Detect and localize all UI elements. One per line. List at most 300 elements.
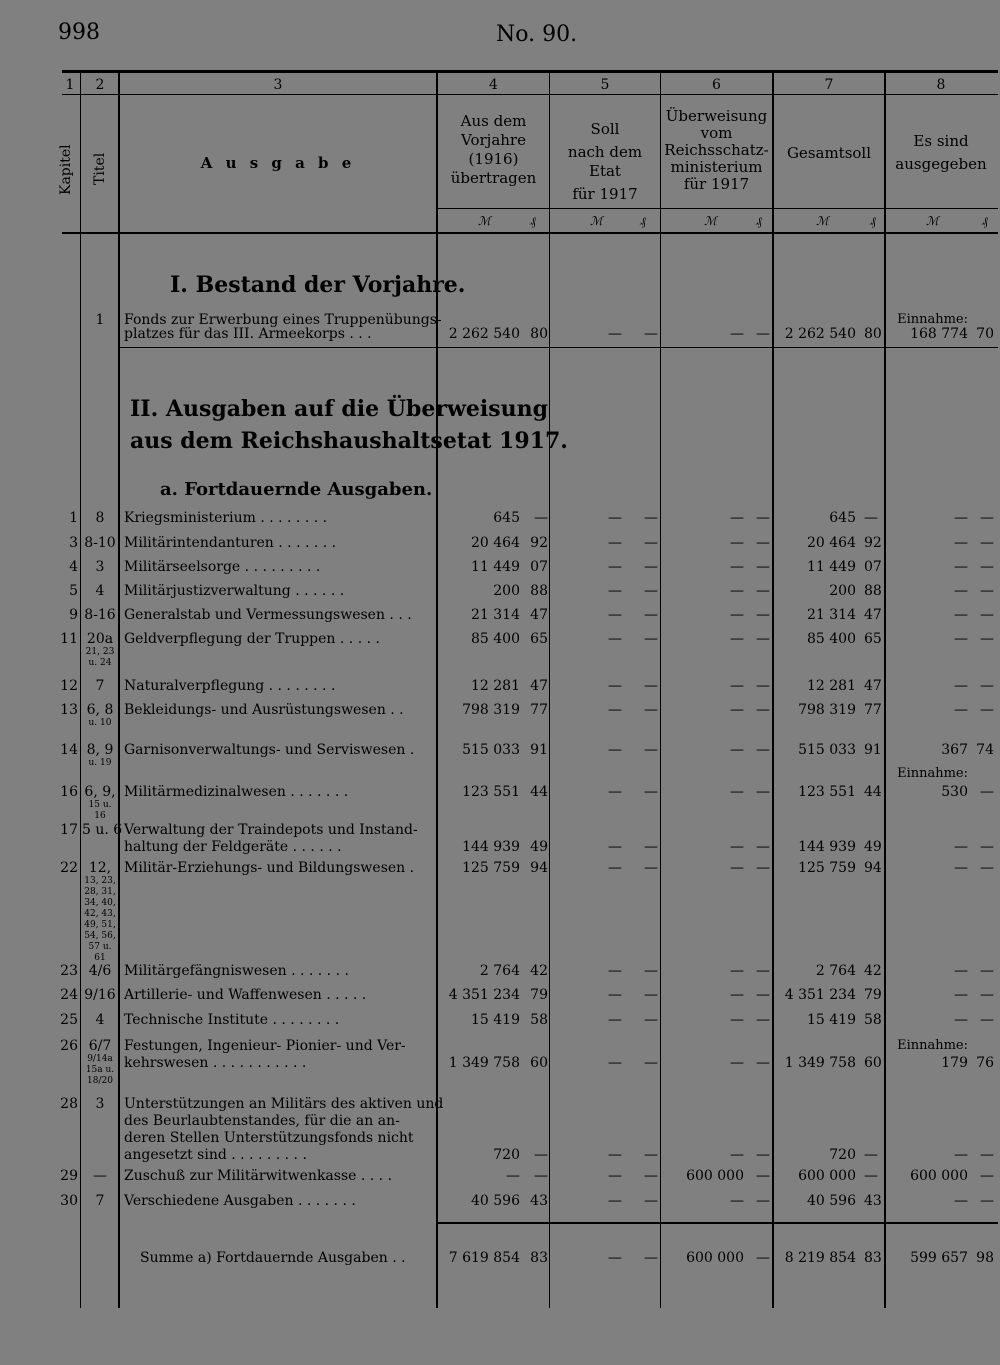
- kapitel-cell: 14: [60, 742, 78, 758]
- pfennig-cell: 47: [864, 678, 882, 694]
- amount-cell: 15 419: [471, 1012, 520, 1028]
- pfennig-cell: —: [756, 1193, 770, 1209]
- header-col6: Überweisung vom Reichsschatz- ministerium für 1917: [664, 107, 769, 193]
- amount-cell: 11 449: [807, 559, 856, 575]
- pfennig-cell: 94: [530, 860, 548, 876]
- amount-cell: —: [608, 631, 622, 647]
- titel-cell: 4: [95, 1012, 105, 1028]
- table-row: [0, 1012, 1000, 1034]
- kapitel-cell: 28: [60, 1096, 78, 1112]
- section-title: aus dem Reichshaushaltsetat 1917.: [130, 428, 568, 454]
- pfennig-cell: —: [980, 583, 994, 599]
- row-label: Bekleidungs- und Ausrüstungswesen . .: [124, 702, 404, 718]
- table-row: [0, 1055, 1000, 1077]
- column-number: 6: [712, 77, 721, 93]
- amount-cell: 530: [941, 784, 968, 800]
- table-row: [0, 1147, 1000, 1169]
- amount-cell: —: [954, 510, 968, 526]
- pfennig-cell: —: [534, 1147, 548, 1163]
- table-row: [0, 702, 1000, 724]
- titel-cell: 20a: [86, 631, 114, 647]
- pfennig-cell: —: [756, 987, 770, 1003]
- pfennig-cell: 49: [530, 839, 548, 855]
- amount-cell: —: [608, 839, 622, 855]
- kapitel-cell: 26: [60, 1038, 78, 1054]
- amount-cell: —: [954, 583, 968, 599]
- section-title: I. Bestand der Vorjahre.: [170, 272, 466, 298]
- pfennig-cell: —: [980, 963, 994, 979]
- amount-cell: —: [954, 1193, 968, 1209]
- pfennig-cell: 58: [530, 1012, 548, 1028]
- amount-cell: —: [954, 839, 968, 855]
- pfennig-cell: —: [980, 1012, 994, 1028]
- pfennig-cell: —: [980, 860, 994, 876]
- pfennig-cell: 88: [530, 583, 548, 599]
- titel-cell: 5 u. 6: [82, 822, 123, 838]
- table-row: [0, 1168, 1000, 1190]
- kapitel-cell: 23: [60, 963, 78, 979]
- amount-cell: —: [954, 559, 968, 575]
- kapitel-cell: 22: [60, 860, 78, 876]
- row-label: Kriegsministerium . . . . . . . .: [124, 510, 328, 526]
- amount-cell: 21 314: [807, 607, 856, 623]
- pfennig-cell: 42: [864, 963, 882, 979]
- table-row: [0, 839, 1000, 861]
- pfennig-cell: —: [980, 607, 994, 623]
- amount-cell: 144 939: [462, 839, 520, 855]
- amount-cell: 20 464: [471, 535, 520, 551]
- header-col4: Aus dem Vorjahre (1916) übertragen: [450, 112, 537, 187]
- row-label: Geldverpflegung der Truppen . . . . .: [124, 631, 380, 647]
- page-number: 998: [58, 20, 100, 45]
- pfennig-cell: 44: [530, 784, 548, 800]
- kapitel-cell: 13: [60, 702, 78, 718]
- subsection-title: a. Fortdauernde Ausgaben.: [160, 479, 433, 500]
- pfennig-cell: —: [756, 839, 770, 855]
- amount-cell: —: [730, 987, 744, 1003]
- amount-cell: —: [730, 860, 744, 876]
- amount-cell: —: [608, 607, 622, 623]
- column-number: 3: [273, 77, 283, 93]
- pfennig-cell: —: [644, 702, 658, 718]
- pfennig-cell: 47: [864, 607, 882, 623]
- amount-cell: —: [608, 510, 622, 526]
- pfennig-cell: 60: [530, 1055, 548, 1071]
- pfennig-cell: —: [644, 860, 658, 876]
- amount-cell: —: [730, 784, 744, 800]
- pfennig-cell: —: [644, 678, 658, 694]
- amount-cell: —: [730, 510, 744, 526]
- amount-cell: 515 033: [462, 742, 520, 758]
- pfennig-cell: 43: [530, 1193, 548, 1209]
- amount-cell: 200: [493, 583, 520, 599]
- pfennig-cell: —: [980, 987, 994, 1003]
- table-row: [0, 559, 1000, 581]
- unit-pf: ₰: [756, 214, 762, 228]
- pfennig-cell: —: [756, 1147, 770, 1163]
- pfennig-cell: —: [644, 583, 658, 599]
- pfennig-cell: 58: [864, 1012, 882, 1028]
- pfennig-cell: 76: [976, 1055, 994, 1071]
- amount-cell: —: [608, 1168, 622, 1184]
- row-label: Militärintendanturen . . . . . . .: [124, 535, 337, 551]
- pfennig-cell: —: [980, 1147, 994, 1163]
- pfennig-cell: —: [980, 1193, 994, 1209]
- header-col5: Soll nach dem Etat für 1917: [567, 120, 643, 203]
- pfennig-cell: —: [756, 1168, 770, 1184]
- amount-cell: —: [608, 1012, 622, 1028]
- pfennig-cell: —: [644, 1055, 658, 1071]
- pfennig-cell: —: [756, 860, 770, 876]
- amount-cell: —: [608, 742, 622, 758]
- amount-cell: 123 551: [462, 784, 520, 800]
- amount-cell: —: [730, 1012, 744, 1028]
- amount-cell: —: [730, 1193, 744, 1209]
- titel-header: Titel: [92, 152, 108, 185]
- pfennig-cell: —: [756, 510, 770, 526]
- pfennig-cell: —: [980, 702, 994, 718]
- amount-cell: —: [954, 987, 968, 1003]
- pfennig-cell: —: [644, 1147, 658, 1163]
- titel-cell: 4: [95, 583, 105, 599]
- unit-pf: ₰: [640, 214, 646, 228]
- pfennig-cell: —: [644, 839, 658, 855]
- document-number: No. 90.: [496, 22, 578, 47]
- column-number: 8: [936, 77, 946, 93]
- row-label: kehrswesen . . . . . . . . . . .: [124, 1055, 307, 1071]
- amount-cell: —: [730, 742, 744, 758]
- pfennig-cell: —: [644, 510, 658, 526]
- unit-rule: [438, 208, 998, 209]
- titel-cell: 3: [95, 1096, 105, 1112]
- amount-cell: —: [954, 535, 968, 551]
- amount-cell: 125 759: [462, 860, 520, 876]
- amount-cell: —: [608, 1147, 622, 1163]
- pfennig-cell: 92: [530, 535, 548, 551]
- pfennig-cell: 77: [530, 702, 548, 718]
- pfennig-cell: 91: [530, 742, 548, 758]
- amount-cell: —: [954, 1147, 968, 1163]
- row-label: Festungen, Ingenieur- Pionier- und Ver-: [124, 1038, 406, 1054]
- pfennig-cell: —: [644, 963, 658, 979]
- amount-cell: 600 000: [910, 1168, 968, 1184]
- column-number: 7: [824, 77, 834, 93]
- pfennig-cell: —: [644, 784, 658, 800]
- pfennig-cell: —: [756, 631, 770, 647]
- row-label: Militärmedizinalwesen . . . . . . .: [124, 784, 349, 800]
- kapitel-cell: 1: [69, 510, 78, 526]
- kapitel-cell: 12: [60, 678, 78, 694]
- amount-cell: 11 449: [471, 559, 520, 575]
- amount-cell: 798 319: [462, 702, 520, 718]
- pfennig-cell: 49: [864, 839, 882, 855]
- table-row: [0, 607, 1000, 629]
- column-number: 5: [600, 77, 610, 93]
- pfennig-cell: —: [644, 1168, 658, 1184]
- amount-cell: —: [730, 631, 744, 647]
- table-row: [0, 860, 1000, 882]
- amount-cell: —: [730, 535, 744, 551]
- titel-subcell: u. 10: [88, 718, 112, 728]
- amount-cell: 367: [941, 742, 968, 758]
- pfennig-cell: 44: [864, 784, 882, 800]
- titel-subcell: u. 19: [88, 758, 112, 768]
- pfennig-cell: 74: [976, 742, 994, 758]
- table-row: [0, 678, 1000, 700]
- amount-cell: 12 281: [471, 678, 520, 694]
- row-label: deren Stellen Unterstützungsfonds nicht: [124, 1130, 414, 1146]
- row-label: Verwaltung der Traindepots und Instand-: [124, 822, 418, 838]
- pfennig-cell: —: [644, 535, 658, 551]
- titel-cell: 8: [95, 510, 105, 526]
- pfennig-cell: 88: [864, 583, 882, 599]
- pfennig-cell: —: [980, 784, 994, 800]
- amount-cell: 125 759: [798, 860, 856, 876]
- table-row: [0, 742, 1000, 764]
- amount-cell: —: [730, 963, 744, 979]
- amount-cell: —: [954, 678, 968, 694]
- pfennig-cell: 60: [864, 1055, 882, 1071]
- amount-cell: 20 464: [807, 535, 856, 551]
- amount-cell: —: [608, 963, 622, 979]
- pfennig-cell: 79: [864, 987, 882, 1003]
- pfennig-cell: 65: [864, 631, 882, 647]
- amount-cell: 515 033: [798, 742, 856, 758]
- pfennig-cell: 65: [530, 631, 548, 647]
- pfennig-cell: —: [644, 1012, 658, 1028]
- pfennig-cell: —: [644, 631, 658, 647]
- sum-rule: [436, 1222, 998, 1224]
- amount-cell: 40 596: [807, 1193, 856, 1209]
- pfennig-cell: —: [756, 963, 770, 979]
- titel-subcell: 13, 23, 28, 31, 34, 40, 42, 43, 49, 51, 54, 56, 57 u. 61: [84, 876, 116, 963]
- pfennig-cell: 07: [530, 559, 548, 575]
- amount-cell: 40 596: [471, 1193, 520, 1209]
- row-label: Zuschuß zur Militärwitwenkasse . . . .: [124, 1168, 393, 1184]
- unit-mark: ℳ: [704, 214, 717, 228]
- amount-cell: —: [954, 607, 968, 623]
- column-number: 4: [489, 77, 498, 93]
- pfennig-cell: —: [756, 702, 770, 718]
- amount-cell: 85 400: [807, 631, 856, 647]
- row-label: Artillerie- und Waffenwesen . . . . .: [124, 987, 367, 1003]
- pfennig-cell: —: [534, 1168, 548, 1184]
- titel-cell: 4/6: [88, 963, 112, 979]
- row-label: Militärseelsorge . . . . . . . . .: [124, 559, 321, 575]
- amount-cell: 645: [493, 510, 520, 526]
- table-row: [0, 784, 1000, 806]
- amount-cell: —: [730, 839, 744, 855]
- titel-subcell: 21, 23 u. 24: [85, 647, 115, 668]
- kapitel-cell: 5: [69, 583, 78, 599]
- kapitel-cell: 4: [69, 559, 78, 575]
- amount-cell: 85 400: [471, 631, 520, 647]
- titel-cell: 3: [95, 559, 105, 575]
- amount-cell: 2 764: [479, 963, 520, 979]
- amount-cell: 123 551: [798, 784, 856, 800]
- amount-cell: —: [608, 1193, 622, 1209]
- amount-cell: 21 314: [471, 607, 520, 623]
- ausgabe-header: A u s g a b e: [200, 154, 356, 172]
- amount-cell: 600 000: [686, 1168, 744, 1184]
- header-bottom-rule: [62, 232, 998, 234]
- pfennig-cell: —: [864, 510, 878, 526]
- titel-subcell: 9/14a 15a u. 18/20: [85, 1054, 115, 1086]
- pfennig-cell: —: [980, 678, 994, 694]
- pfennig-cell: —: [980, 1168, 994, 1184]
- amount-cell: —: [730, 1147, 744, 1163]
- titel-cell: 7: [95, 1193, 105, 1209]
- amount-cell: 2 764: [815, 963, 856, 979]
- amount-cell: —: [608, 987, 622, 1003]
- pfennig-cell: —: [756, 583, 770, 599]
- table-row: [0, 535, 1000, 557]
- table-row: 1 Fonds zur Erwerbung eines Truppenübungs- Einnahme:: [95, 312, 968, 328]
- header-col7: Gesamtsoll: [786, 144, 872, 162]
- amount-cell: —: [730, 702, 744, 718]
- table-row: [0, 510, 1000, 532]
- table-row: [0, 631, 1000, 653]
- pfennig-cell: —: [756, 1055, 770, 1071]
- pfennig-cell: —: [864, 1147, 878, 1163]
- titel-cell: —: [93, 1168, 107, 1184]
- pfennig-cell: —: [534, 510, 548, 526]
- amount-cell: —: [608, 678, 622, 694]
- pfennig-cell: 91: [864, 742, 882, 758]
- amount-cell: —: [730, 559, 744, 575]
- pfennig-cell: 47: [530, 607, 548, 623]
- row-label: Unterstützungen an Militärs des aktiven und: [124, 1096, 444, 1112]
- pfennig-cell: —: [980, 839, 994, 855]
- pfennig-cell: —: [980, 535, 994, 551]
- pfennig-cell: 79: [530, 987, 548, 1003]
- amount-cell: —: [608, 583, 622, 599]
- amount-cell: —: [730, 1055, 744, 1071]
- amount-cell: —: [608, 860, 622, 876]
- amount-cell: 200: [829, 583, 856, 599]
- table-row: [0, 583, 1000, 605]
- row-label: Militärjustizverwaltung . . . . . .: [124, 583, 345, 599]
- pfennig-cell: —: [980, 631, 994, 647]
- table-row: [0, 1193, 1000, 1215]
- amount-cell: —: [608, 784, 622, 800]
- amount-cell: 798 319: [798, 702, 856, 718]
- amount-cell: —: [506, 1168, 520, 1184]
- row-label: Verschiedene Ausgaben . . . . . . .: [124, 1193, 356, 1209]
- pfennig-cell: 07: [864, 559, 882, 575]
- amount-cell: —: [954, 963, 968, 979]
- column-number: 1: [65, 77, 75, 93]
- unit-pf: ₰: [530, 214, 536, 228]
- column-number: 2: [95, 77, 105, 93]
- row-label: Garnisonverwaltungs- und Serviswesen .: [124, 742, 415, 758]
- titel-cell: 8, 9: [86, 742, 114, 758]
- kapitel-cell: 30: [60, 1193, 78, 1209]
- amount-cell: —: [608, 1055, 622, 1071]
- note-cell: Einnahme:: [897, 1038, 968, 1053]
- unit-mark: ℳ: [590, 214, 603, 228]
- row-label: angesetzt sind . . . . . . . . .: [124, 1147, 307, 1163]
- pfennig-cell: —: [644, 559, 658, 575]
- amount-cell: —: [608, 535, 622, 551]
- kapitel-cell: 9: [69, 607, 78, 623]
- amount-cell: 179: [941, 1055, 968, 1071]
- kapitel-cell: 17: [60, 822, 78, 838]
- pfennig-cell: 42: [530, 963, 548, 979]
- table-row: [0, 987, 1000, 1009]
- unit-pf: ₰: [870, 214, 876, 228]
- row-label: Technische Institute . . . . . . . .: [124, 1012, 340, 1028]
- amount-cell: 720: [829, 1147, 856, 1163]
- pfennig-cell: —: [864, 1168, 878, 1184]
- amount-cell: 600 000: [798, 1168, 856, 1184]
- pfennig-cell: —: [756, 559, 770, 575]
- amount-cell: —: [730, 678, 744, 694]
- pfennig-cell: 92: [864, 535, 882, 551]
- table-row: [0, 963, 1000, 985]
- pfennig-cell: 77: [864, 702, 882, 718]
- unit-mark: ℳ: [816, 214, 829, 228]
- amount-cell: —: [608, 559, 622, 575]
- titel-cell: 6, 9,: [84, 784, 116, 800]
- row-label: Naturalverpflegung . . . . . . . .: [124, 678, 336, 694]
- table-row: platzes für das III. Armeekorps . . . 2 262 540 80 — — — — 2 262 540 80 168 774 70: [124, 326, 994, 342]
- kapitel-cell: 16: [60, 784, 78, 800]
- amount-cell: —: [954, 1012, 968, 1028]
- pfennig-cell: —: [756, 535, 770, 551]
- titel-cell: 12,: [88, 860, 112, 876]
- amount-cell: 144 939: [798, 839, 856, 855]
- titel-cell: 8-10: [84, 535, 116, 551]
- row-label: des Beurlaubtenstandes, für die an an-: [124, 1113, 400, 1129]
- kapitel-cell: 29: [60, 1168, 78, 1184]
- kapitel-cell: 3: [69, 535, 78, 551]
- amount-cell: —: [954, 702, 968, 718]
- row-label: Militär-Erziehungs- und Bildungswesen .: [124, 860, 415, 876]
- titel-cell: 9/16: [84, 987, 116, 1003]
- header-col8: Es sind ausgegeben: [895, 132, 987, 173]
- amount-cell: 4 351 234: [448, 987, 520, 1003]
- pfennig-cell: —: [756, 1012, 770, 1028]
- pfennig-cell: —: [756, 607, 770, 623]
- top-rule: [62, 70, 998, 73]
- titel-cell: 7: [95, 678, 105, 694]
- amount-cell: 645: [829, 510, 856, 526]
- amount-cell: —: [730, 583, 744, 599]
- amount-cell: 4 351 234: [784, 987, 856, 1003]
- amount-cell: —: [730, 607, 744, 623]
- note-cell: Einnahme:: [897, 766, 968, 781]
- pfennig-cell: 47: [530, 678, 548, 694]
- amount-cell: —: [608, 702, 622, 718]
- pfennig-cell: —: [756, 742, 770, 758]
- amount-cell: 1 349 758: [784, 1055, 856, 1071]
- row-label: Militärgefängniswesen . . . . . . .: [124, 963, 349, 979]
- colnum-rule: [62, 94, 998, 95]
- amount-cell: —: [954, 860, 968, 876]
- amount-cell: —: [954, 631, 968, 647]
- titel-subcell: 15 u. 16: [88, 800, 112, 821]
- pfennig-cell: 94: [864, 860, 882, 876]
- pfennig-cell: 43: [864, 1193, 882, 1209]
- titel-cell: 8-16: [84, 607, 116, 623]
- pfennig-cell: —: [756, 784, 770, 800]
- amount-cell: 12 281: [807, 678, 856, 694]
- pfennig-cell: —: [980, 510, 994, 526]
- kapitel-cell: 24: [60, 987, 78, 1003]
- section-rule: [120, 347, 998, 348]
- pfennig-cell: —: [980, 559, 994, 575]
